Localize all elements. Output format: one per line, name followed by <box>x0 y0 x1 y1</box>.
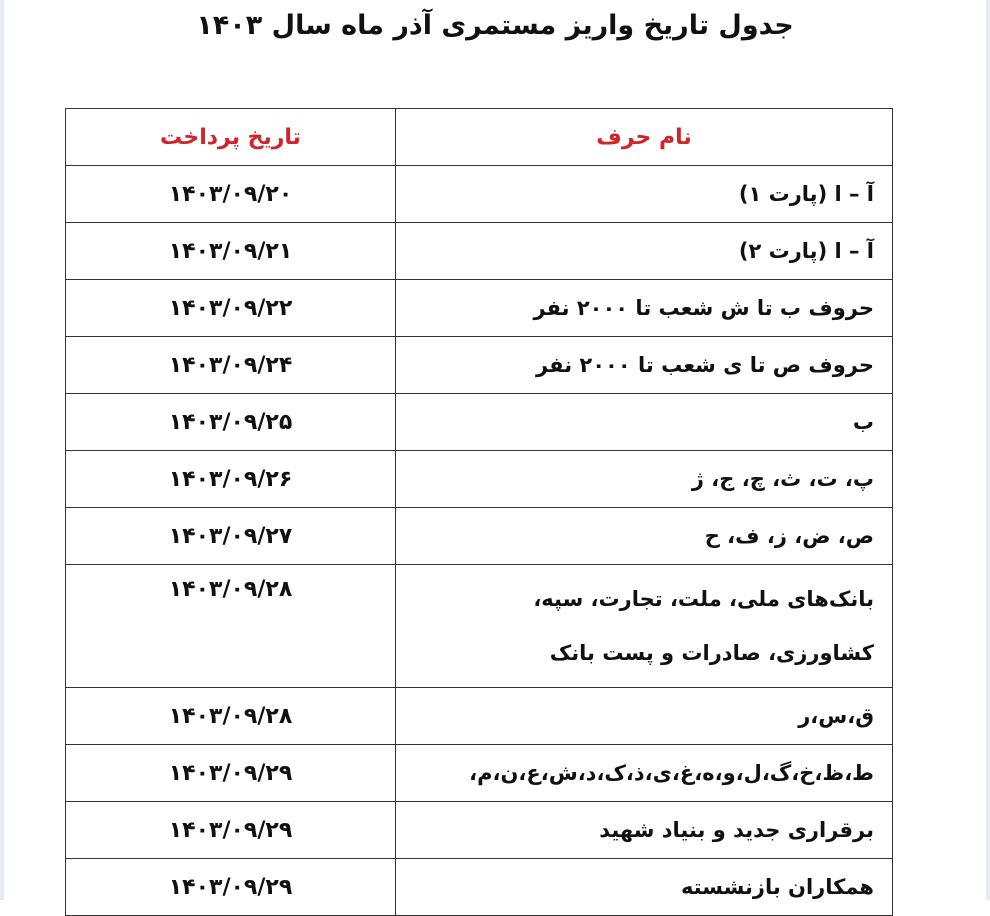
header-letter-name: نام حرف <box>396 109 893 166</box>
row-payment-date: ۱۴۰۳/۰۹/۲۰ <box>66 166 396 223</box>
row-payment-date: ۱۴۰۳/۰۹/۲۵ <box>66 394 396 451</box>
row-letter-name: برقراری جدید و بنیاد شهید <box>396 802 893 859</box>
row-payment-date: ۱۴۰۳/۰۹/۲۷ <box>66 508 396 565</box>
row-payment-date: ۱۴۰۳/۰۹/۲۱ <box>66 223 396 280</box>
row-payment-date: ۱۴۰۳/۰۹/۲۹ <box>66 859 396 916</box>
right-edge-strip <box>986 0 990 900</box>
row-letter-name: ص، ض، ز، ف، ح <box>396 508 893 565</box>
table-row <box>66 223 893 280</box>
row-payment-date: ۱۴۰۳/۰۹/۲۴ <box>66 337 396 394</box>
table-row <box>66 280 893 337</box>
row-letter-name: آ – ا (پارت ۱) <box>396 166 893 223</box>
table-row <box>66 508 893 565</box>
table-row <box>66 859 893 916</box>
row-letter-name-line-1: بانک‌های ملی، ملت، تجارت، سپه، <box>533 587 874 611</box>
table-row <box>66 337 893 394</box>
row-payment-date: ۱۴۰۳/۰۹/۲۶ <box>66 451 396 508</box>
table-header-row <box>66 109 893 166</box>
row-payment-date: ۱۴۰۳/۰۹/۲۹ <box>66 745 396 802</box>
row-payment-date: ۱۴۰۳/۰۹/۲۸ <box>66 688 396 745</box>
table-row <box>66 394 893 451</box>
row-letter-name: ق،س،ر <box>396 688 893 745</box>
row-letter-name: ب <box>396 394 893 451</box>
table-row <box>66 802 893 859</box>
row-payment-date: ۱۴۰۳/۰۹/۲۸ <box>66 565 396 688</box>
row-letter-name: حروف ب تا ش شعب تا ۲۰۰۰ نفر <box>396 280 893 337</box>
row-letter-name: آ – ا (پارت ۲) <box>396 223 893 280</box>
table-row <box>66 745 893 802</box>
row-payment-date: ۱۴۰۳/۰۹/۲۹ <box>66 802 396 859</box>
table-row <box>66 688 893 745</box>
row-payment-date: ۱۴۰۳/۰۹/۲۲ <box>66 280 396 337</box>
row-letter-name: پ، ت، ث، چ، ج، ژ <box>396 451 893 508</box>
row-letter-name: حروف ص تا ی شعب تا ۲۰۰۰ نفر <box>396 337 893 394</box>
page-title: جدول تاریخ واریز مستمری آذر ماه سال ۱۴۰۳ <box>196 10 794 41</box>
table-row <box>66 451 893 508</box>
row-letter-name: ط،ظ،خ،گ،ل،و،ه،غ،ی،ذ،ک،د،ش،ع،ن،م، <box>396 745 893 802</box>
header-payment-date: تاریخ پرداخت <box>66 109 396 166</box>
left-edge-strip <box>0 0 4 900</box>
table-row <box>66 565 893 688</box>
row-letter-name <box>396 565 893 688</box>
row-letter-name-line-2: کشاورزی، صادرات و پست بانک <box>549 641 874 665</box>
row-letter-name: همکاران بازنشسته <box>396 859 893 916</box>
payment-schedule-table <box>65 108 893 916</box>
table-row <box>66 166 893 223</box>
